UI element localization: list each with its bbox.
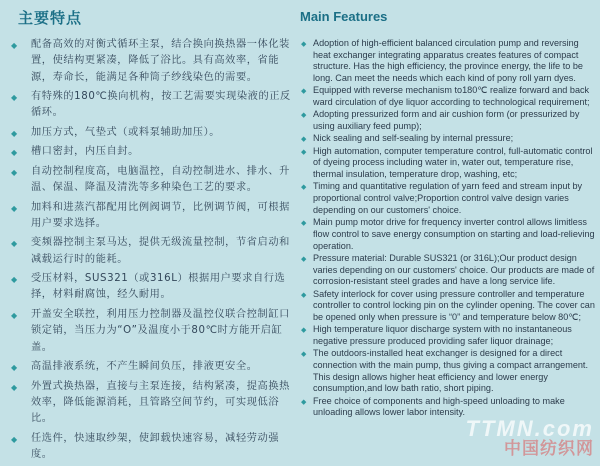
chinese-feature-text: 配备高效的对衡式循环主泵，结合换向换热器一体化装置，使结构更紧凑，降低了浴比。具有高效率，省能源，寿命长，能满足各种筒子纱线染色的需要。 — [31, 39, 290, 83]
chinese-feature-item — [0, 359, 296, 375]
watermark-chinese: 中国纺织网 — [504, 439, 594, 458]
chinese-feature-text: 有特殊的180℃换向机构，按工艺需要实现染液的正反循环。 — [31, 91, 291, 119]
english-feature-item — [300, 253, 598, 288]
chinese-feature-text: 加料和进蒸汽都配用比例阀调节，比例调节阀，可根据用户要求选择。 — [31, 201, 290, 229]
diamond-bullet-icon: ◆ — [301, 135, 307, 144]
english-feature-item — [300, 324, 598, 347]
diamond-bullet-icon: ◆ — [301, 326, 307, 335]
diamond-bullet-icon: ◆ — [301, 350, 307, 359]
chinese-feature-text: 受压材料，SUS321（或316L）根据用户要求自行选择，材料耐腐蚀，经久耐用。 — [31, 273, 286, 301]
watermark-site: TTMN.com — [465, 416, 594, 441]
diamond-bullet-icon: ◆ — [301, 111, 307, 120]
english-feature-text: Nick sealing and self-sealing by internal pressure; — [313, 133, 514, 144]
diamond-bullet-icon: ◆ — [11, 434, 18, 444]
english-feature-text: High automation, computer temperature control, full-automatic control of dyeing process including water in, water out, temperature rise, thermal insulation, temperature drop, washing, etc; — [313, 145, 593, 180]
chinese-feature-list — [0, 37, 296, 466]
chinese-title: 主要特点 — [18, 9, 83, 27]
diamond-bullet-icon: ◆ — [301, 40, 307, 48]
chinese-feature-text: 高温排液系统，不产生瞬间负压，排液更安全。 — [31, 361, 258, 373]
chinese-feature-item — [0, 125, 296, 141]
english-feature-text: Main pump motor drive for frequency inverter control allows limitless flow control to save energy consumption on starting and load-relieving operation. — [313, 217, 595, 251]
diamond-bullet-icon: ◆ — [301, 219, 307, 228]
english-feature-item — [300, 85, 598, 108]
chinese-feature-text: 自动控制程度高，电脑温控，自动控制进水、排水、升温、保温、降温及清洗等多种染色工艺的要求。 — [31, 165, 290, 194]
english-feature-item — [300, 146, 598, 181]
english-feature-text: Equipped with reverse mechanism to180℃ realize forward and back ward circulation of dye liquor according to technological requirement; — [313, 85, 590, 108]
chinese-feature-item — [0, 307, 296, 356]
english-feature-text: High temperature liquor discharge system with no instantaneous negative pressure produced providing safer liquor drainage; — [313, 324, 572, 346]
chinese-feature-text: 加压方式，气垫式（或料泵辅助加压）。 — [31, 126, 221, 138]
diamond-bullet-icon: ◆ — [301, 290, 307, 299]
diamond-bullet-icon: ◆ — [11, 148, 18, 158]
english-feature-item — [300, 133, 598, 145]
chinese-feature-item — [0, 144, 296, 160]
english-feature-text: Free choice of components and high-speed unloading to make unloading allows lower labor intensity. — [313, 395, 565, 418]
chinese-feature-text: 槽口密封，内压自封。 — [31, 146, 139, 158]
english-feature-item — [300, 38, 598, 85]
chinese-feature-item — [0, 235, 296, 268]
chinese-feature-text: 外置式换热器，直接与主泵连接，结构紧凑，提高换热效率，降低能源消耗，且管路空间节约，可实现低浴比。 — [31, 380, 290, 425]
diamond-bullet-icon: ◆ — [301, 147, 307, 156]
chinese-feature-text: 变频器控制主泵马达，提供无级流量控制，节省启动和减载运行时的能耗。 — [31, 237, 290, 265]
english-feature-item — [300, 348, 598, 395]
english-feature-text: Pressure material: Durable SUS321 (or 316L);Our product design varies depending on our customers' choice. Our products are made of corrosion-resistant steel grades and have a long service life. — [313, 252, 595, 287]
english-feature-item — [300, 217, 598, 252]
diamond-bullet-icon: ◆ — [11, 167, 18, 177]
diamond-bullet-icon: ◆ — [301, 397, 307, 406]
chinese-feature-item — [0, 164, 296, 197]
chinese-feature-text: 开盖安全联控，利用压力控制器及温控仪联合控制缸口锁定销，当压力为“O”及温度小于80℃时方能开启缸盖。 — [31, 308, 290, 353]
english-feature-text: Timing and quantitative regulation of yarn feed and stream input by proportional control valve;Proportion control valve design varies depending on our customers' choice. — [313, 181, 583, 215]
chinese-feature-item — [0, 37, 296, 86]
english-feature-item — [300, 109, 598, 132]
english-feature-text: Adoption of high-efficient balanced circulation pump and reversing heat exchanger integrating apparatus creates features of compact structure. Has the high efficiency, the province energy, the life to be long. Can meet the needs which each kind of pony roll yarn dyes. — [313, 38, 583, 84]
diamond-bullet-icon: ◆ — [11, 275, 18, 285]
diamond-bullet-icon: ◆ — [301, 87, 307, 96]
chinese-feature-item — [0, 379, 296, 428]
diamond-bullet-icon: ◆ — [11, 93, 18, 103]
diamond-bullet-icon: ◆ — [11, 382, 18, 392]
watermark — [466, 418, 594, 457]
chinese-feature-item — [0, 271, 296, 304]
diamond-bullet-icon: ◆ — [301, 183, 307, 192]
diamond-bullet-icon: ◆ — [11, 363, 18, 373]
english-title: Main Features — [300, 9, 388, 24]
english-feature-text: Adopting pressurized form and air cushion form (or pressurized by using auxiliary feed pump); — [313, 109, 580, 132]
english-feature-text: The outdoors-installed heat exchanger is designed for a direct connection with the main pump, thus giving a compact arrangement. This design allows higher heat efficiency and lower energy consumption,and low bath ratio, short piping. — [313, 348, 588, 394]
diamond-bullet-icon: ◆ — [11, 41, 18, 50]
english-feature-item — [300, 181, 598, 216]
chinese-feature-item — [0, 200, 296, 233]
english-feature-text: Safety interlock for cover using pressure controller and temperature controller to control locking pin on the cylinder opening. The cover can be opened only when pressure is “0” and temperature below 80℃; — [313, 288, 595, 322]
chinese-feature-text: 任选件，快速取纱架，使卸载快速容易，减轻劳动强度。 — [31, 432, 280, 460]
diamond-bullet-icon: ◆ — [11, 239, 18, 249]
diamond-bullet-icon: ◆ — [11, 203, 18, 213]
english-feature-item — [300, 289, 598, 324]
diamond-bullet-icon: ◆ — [11, 310, 18, 320]
chinese-feature-item — [0, 431, 296, 464]
diamond-bullet-icon: ◆ — [11, 128, 18, 138]
diamond-bullet-icon: ◆ — [301, 254, 307, 263]
chinese-feature-item — [0, 89, 296, 122]
english-feature-list — [300, 38, 598, 420]
